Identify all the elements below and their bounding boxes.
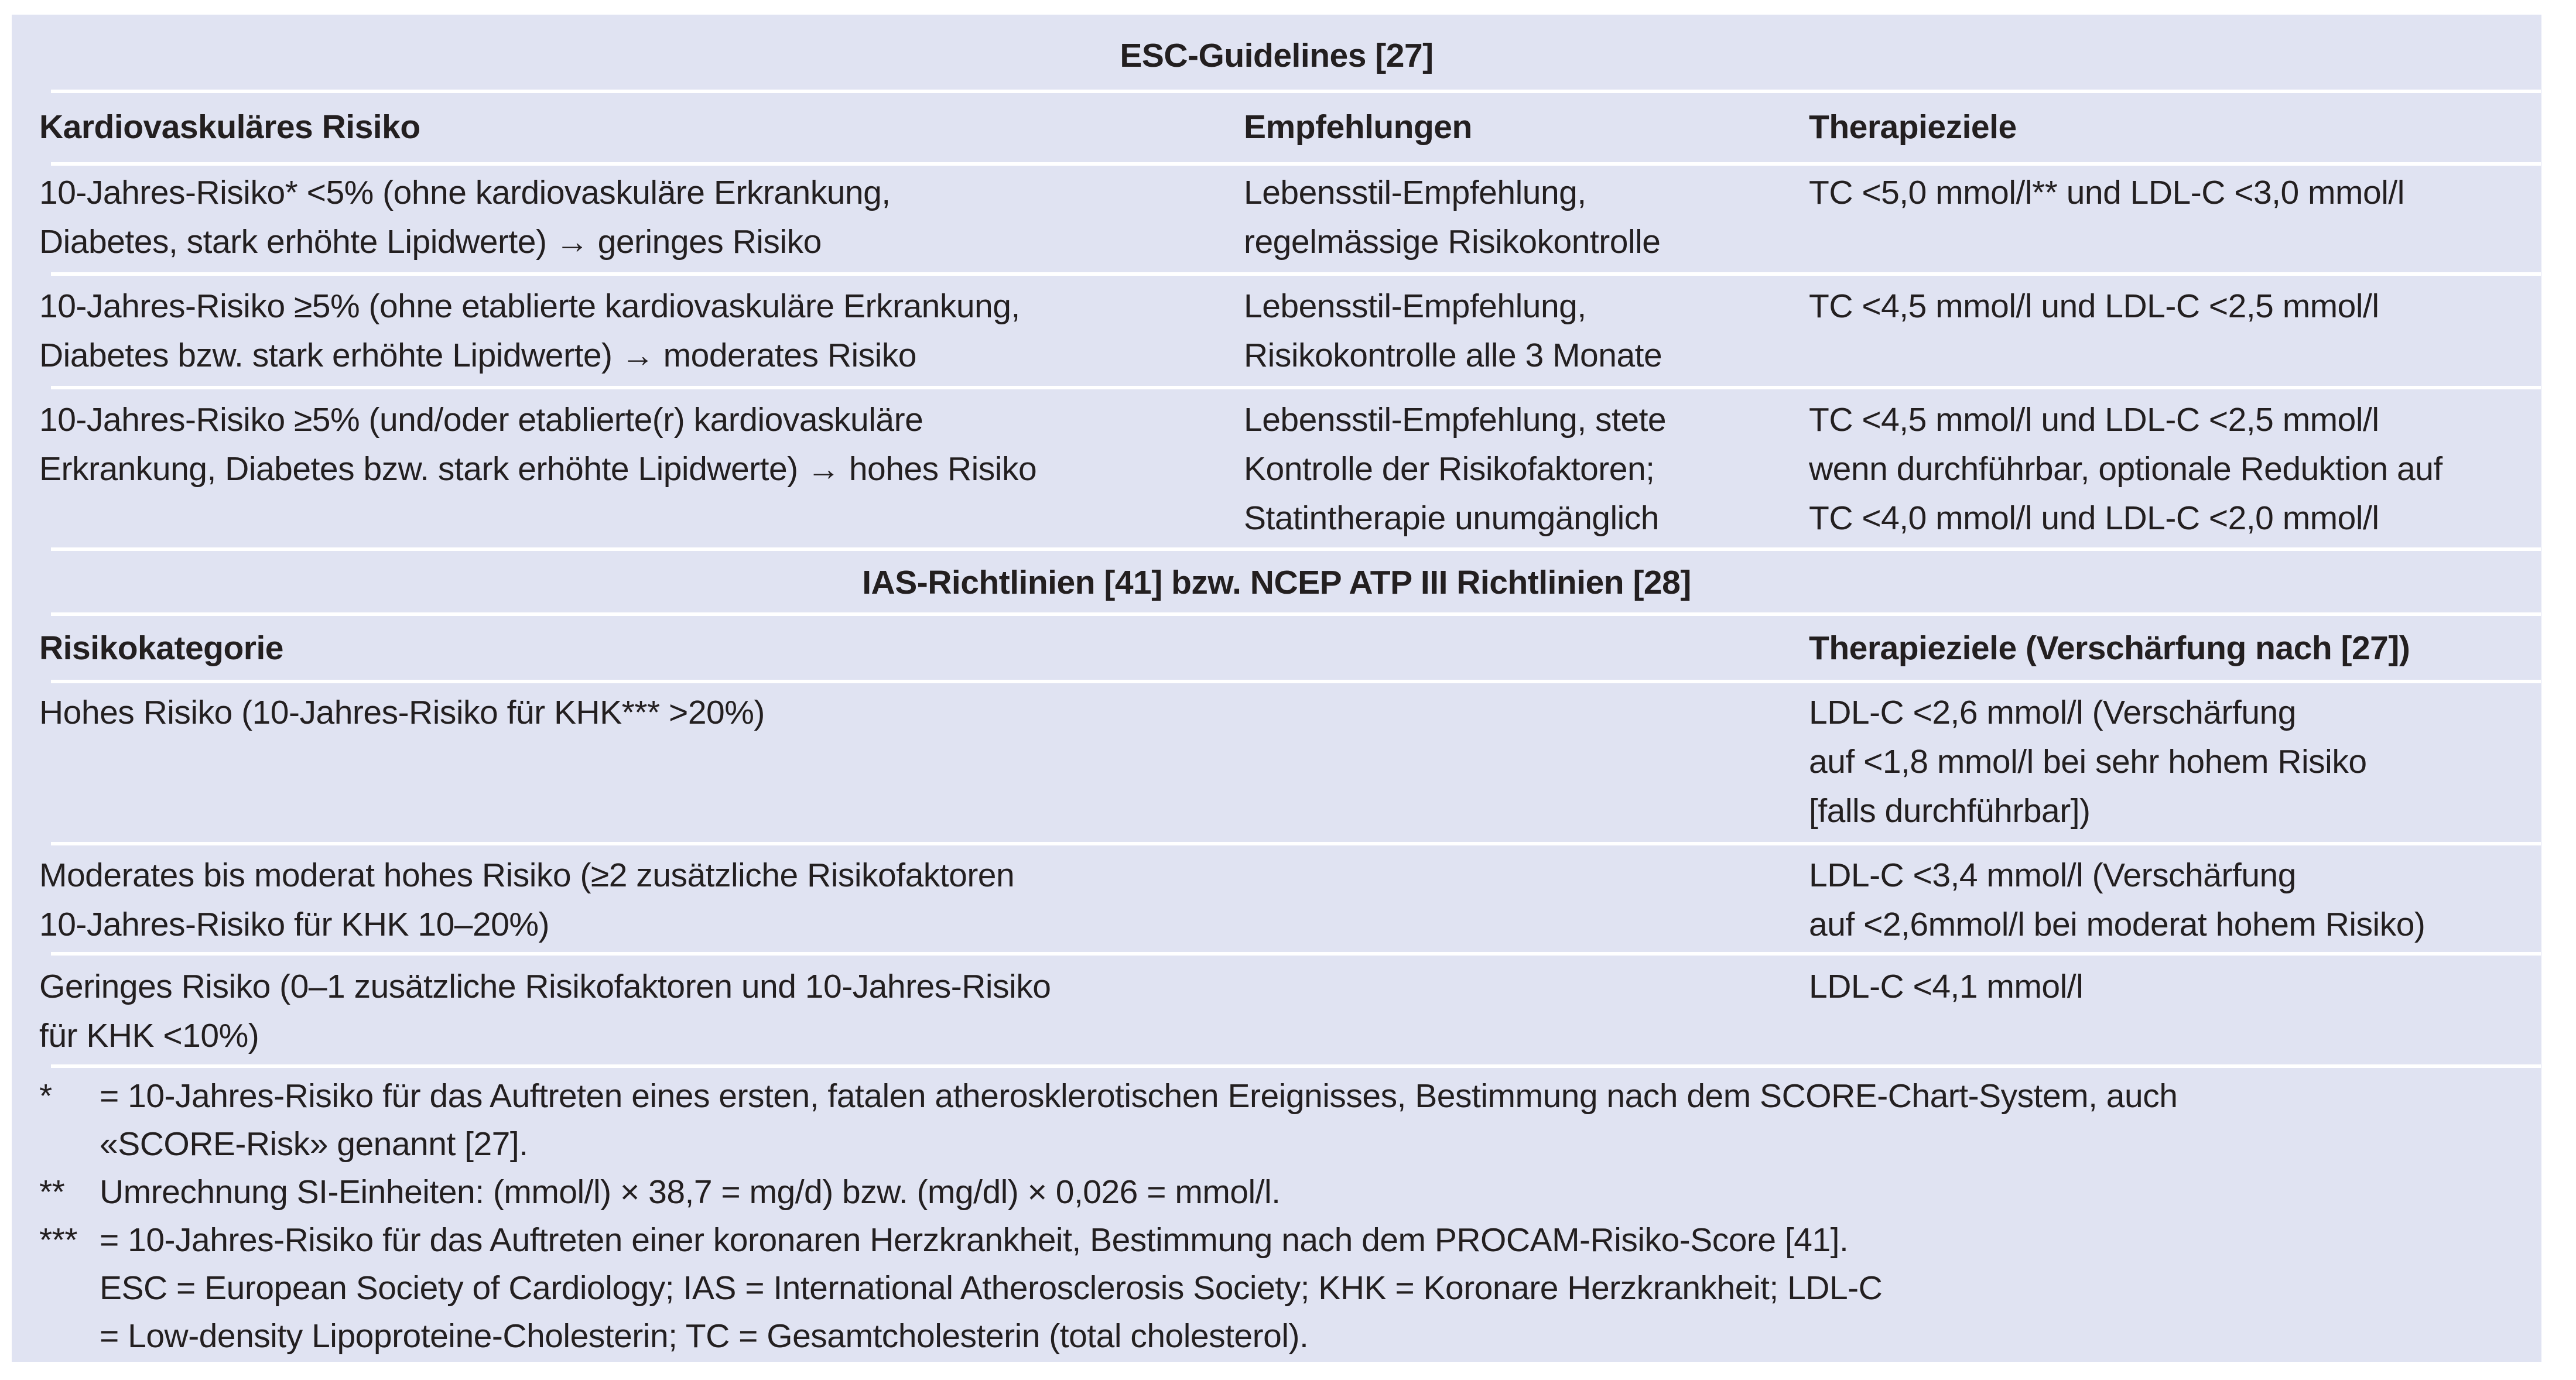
divider xyxy=(51,612,2541,616)
cell-goal-line: TC <4,0 mmol/l und LDL-C <2,0 mmol/l xyxy=(1809,499,2379,537)
cell-goal-line: TC <4,5 mmol/l und LDL-C <2,5 mmol/l xyxy=(1809,287,2379,325)
cell-goal-line: LDL-C <2,6 mmol/l (Verschärfung xyxy=(1809,694,2296,731)
footnote-text: «SCORE-Risk» genannt [27]. xyxy=(100,1125,528,1163)
cell-recommendation-line: Kontrolle der Risikofaktoren; xyxy=(1244,450,1655,488)
footnote-marker: * xyxy=(39,1077,52,1115)
cell-category-line: Geringes Risiko (0–1 zusätzliche Risikofaktoren und 10-Jahres-Risiko xyxy=(39,968,1051,1005)
cell-category-line: für KHK <10%) xyxy=(39,1017,259,1054)
cell-risk-line: Diabetes bzw. stark erhöhte Lipidwerte) → moderates Risiko xyxy=(39,337,917,374)
divider xyxy=(51,162,2541,166)
divider xyxy=(51,952,2541,956)
cell-recommendation-line: Lebensstil-Empfehlung, stete xyxy=(1244,401,1667,439)
cell-recommendation-line: Lebensstil-Empfehlung, xyxy=(1244,287,1586,325)
column-header-risk-category: Risikokategorie xyxy=(39,629,283,667)
cell-goal-line: TC <5,0 mmol/l** und LDL-C <3,0 mmol/l xyxy=(1809,174,2404,211)
cell-category-line: Moderates bis moderat hohes Risiko (≥2 zusätzliche Risikofaktoren xyxy=(39,857,1015,894)
cell-category-line: 10-Jahres-Risiko für KHK 10–20%) xyxy=(39,906,550,943)
cell-recommendation-line: Statintherapie unumgänglich xyxy=(1244,499,1659,537)
cell-goal-line: auf <1,8 mmol/l bei sehr hohem Risiko xyxy=(1809,743,2367,780)
divider xyxy=(51,1064,2541,1068)
abbreviations-text: ESC = European Society of Cardiology; IAS = International Atherosclerosis Society; KHK = Koronare Herzkrankheit; LDL-C xyxy=(100,1269,1883,1307)
cell-risk-line: 10-Jahres-Risiko ≥5% (und/oder etablierte(r) kardiovaskuläre xyxy=(39,401,923,439)
divider xyxy=(51,90,2541,93)
column-header-goals-tightened: Therapieziele (Verschärfung nach [27]) xyxy=(1809,629,2410,667)
cell-goal-line: wenn durchführbar, optionale Reduktion auf xyxy=(1809,450,2442,488)
esc-section-title: ESC-Guidelines [27] xyxy=(1120,37,1434,74)
cell-category-line: Hohes Risiko (10-Jahres-Risiko für KHK*** >20%) xyxy=(39,694,765,731)
footnote-marker: ** xyxy=(39,1173,65,1211)
cell-goal-line: auf <2,6mmol/l bei moderat hohem Risiko) xyxy=(1809,906,2426,943)
column-header-goals: Therapieziele xyxy=(1809,108,2017,146)
footnote-text: Umrechnung SI-Einheiten: (mmol/l) × 38,7 = mg/d) bzw. (mg/dl) × 0,026 = mmol/l. xyxy=(100,1173,1281,1211)
column-header-risk: Kardiovaskuläres Risiko xyxy=(39,108,420,146)
abbreviations-text: = Low-density Lipoproteine-Cholesterin; TC = Gesamtcholesterin (total cholesterol). xyxy=(100,1317,1309,1355)
divider xyxy=(51,842,2541,845)
divider xyxy=(51,386,2541,389)
cell-goal-line: [falls durchführbar]) xyxy=(1809,792,2091,830)
divider xyxy=(51,272,2541,276)
cell-goal-line: LDL-C <4,1 mmol/l xyxy=(1809,968,2084,1005)
cell-goal-line: TC <4,5 mmol/l und LDL-C <2,5 mmol/l xyxy=(1809,401,2379,439)
cell-risk-line: Diabetes, stark erhöhte Lipidwerte) → geringes Risiko xyxy=(39,223,822,261)
cell-risk-line: 10-Jahres-Risiko* <5% (ohne kardiovaskuläre Erkrankung, xyxy=(39,174,891,211)
ias-section-title: IAS-Richtlinien [41] bzw. NCEP ATP III Richtlinien [28] xyxy=(862,564,1691,601)
footnote-text: = 10-Jahres-Risiko für das Auftreten einer koronaren Herzkrankheit, Bestimmung nach dem PROCAM-Risiko-Score [41]. xyxy=(100,1221,1849,1259)
footnote-marker: *** xyxy=(39,1221,78,1259)
cell-goal-line: LDL-C <3,4 mmol/l (Verschärfung xyxy=(1809,857,2296,894)
cell-recommendation-line: Lebensstil-Empfehlung, xyxy=(1244,174,1586,211)
footnote-text: = 10-Jahres-Risiko für das Auftreten eines ersten, fatalen atherosklerotischen Ereignisses, Bestimmung nach dem SCORE-Chart-System, auch xyxy=(100,1077,2178,1115)
cell-recommendation-line: regelmässige Risikokontrolle xyxy=(1244,223,1661,261)
column-header-recommendations: Empfehlungen xyxy=(1244,108,1472,146)
cell-recommendation-line: Risikokontrolle alle 3 Monate xyxy=(1244,337,1662,374)
table-panel xyxy=(12,15,2541,1362)
cell-risk-line: 10-Jahres-Risiko ≥5% (ohne etablierte kardiovaskuläre Erkrankung, xyxy=(39,287,1020,325)
cell-risk-line: Erkrankung, Diabetes bzw. stark erhöhte Lipidwerte) → hohes Risiko xyxy=(39,450,1037,488)
divider xyxy=(51,547,2541,551)
divider xyxy=(51,680,2541,683)
